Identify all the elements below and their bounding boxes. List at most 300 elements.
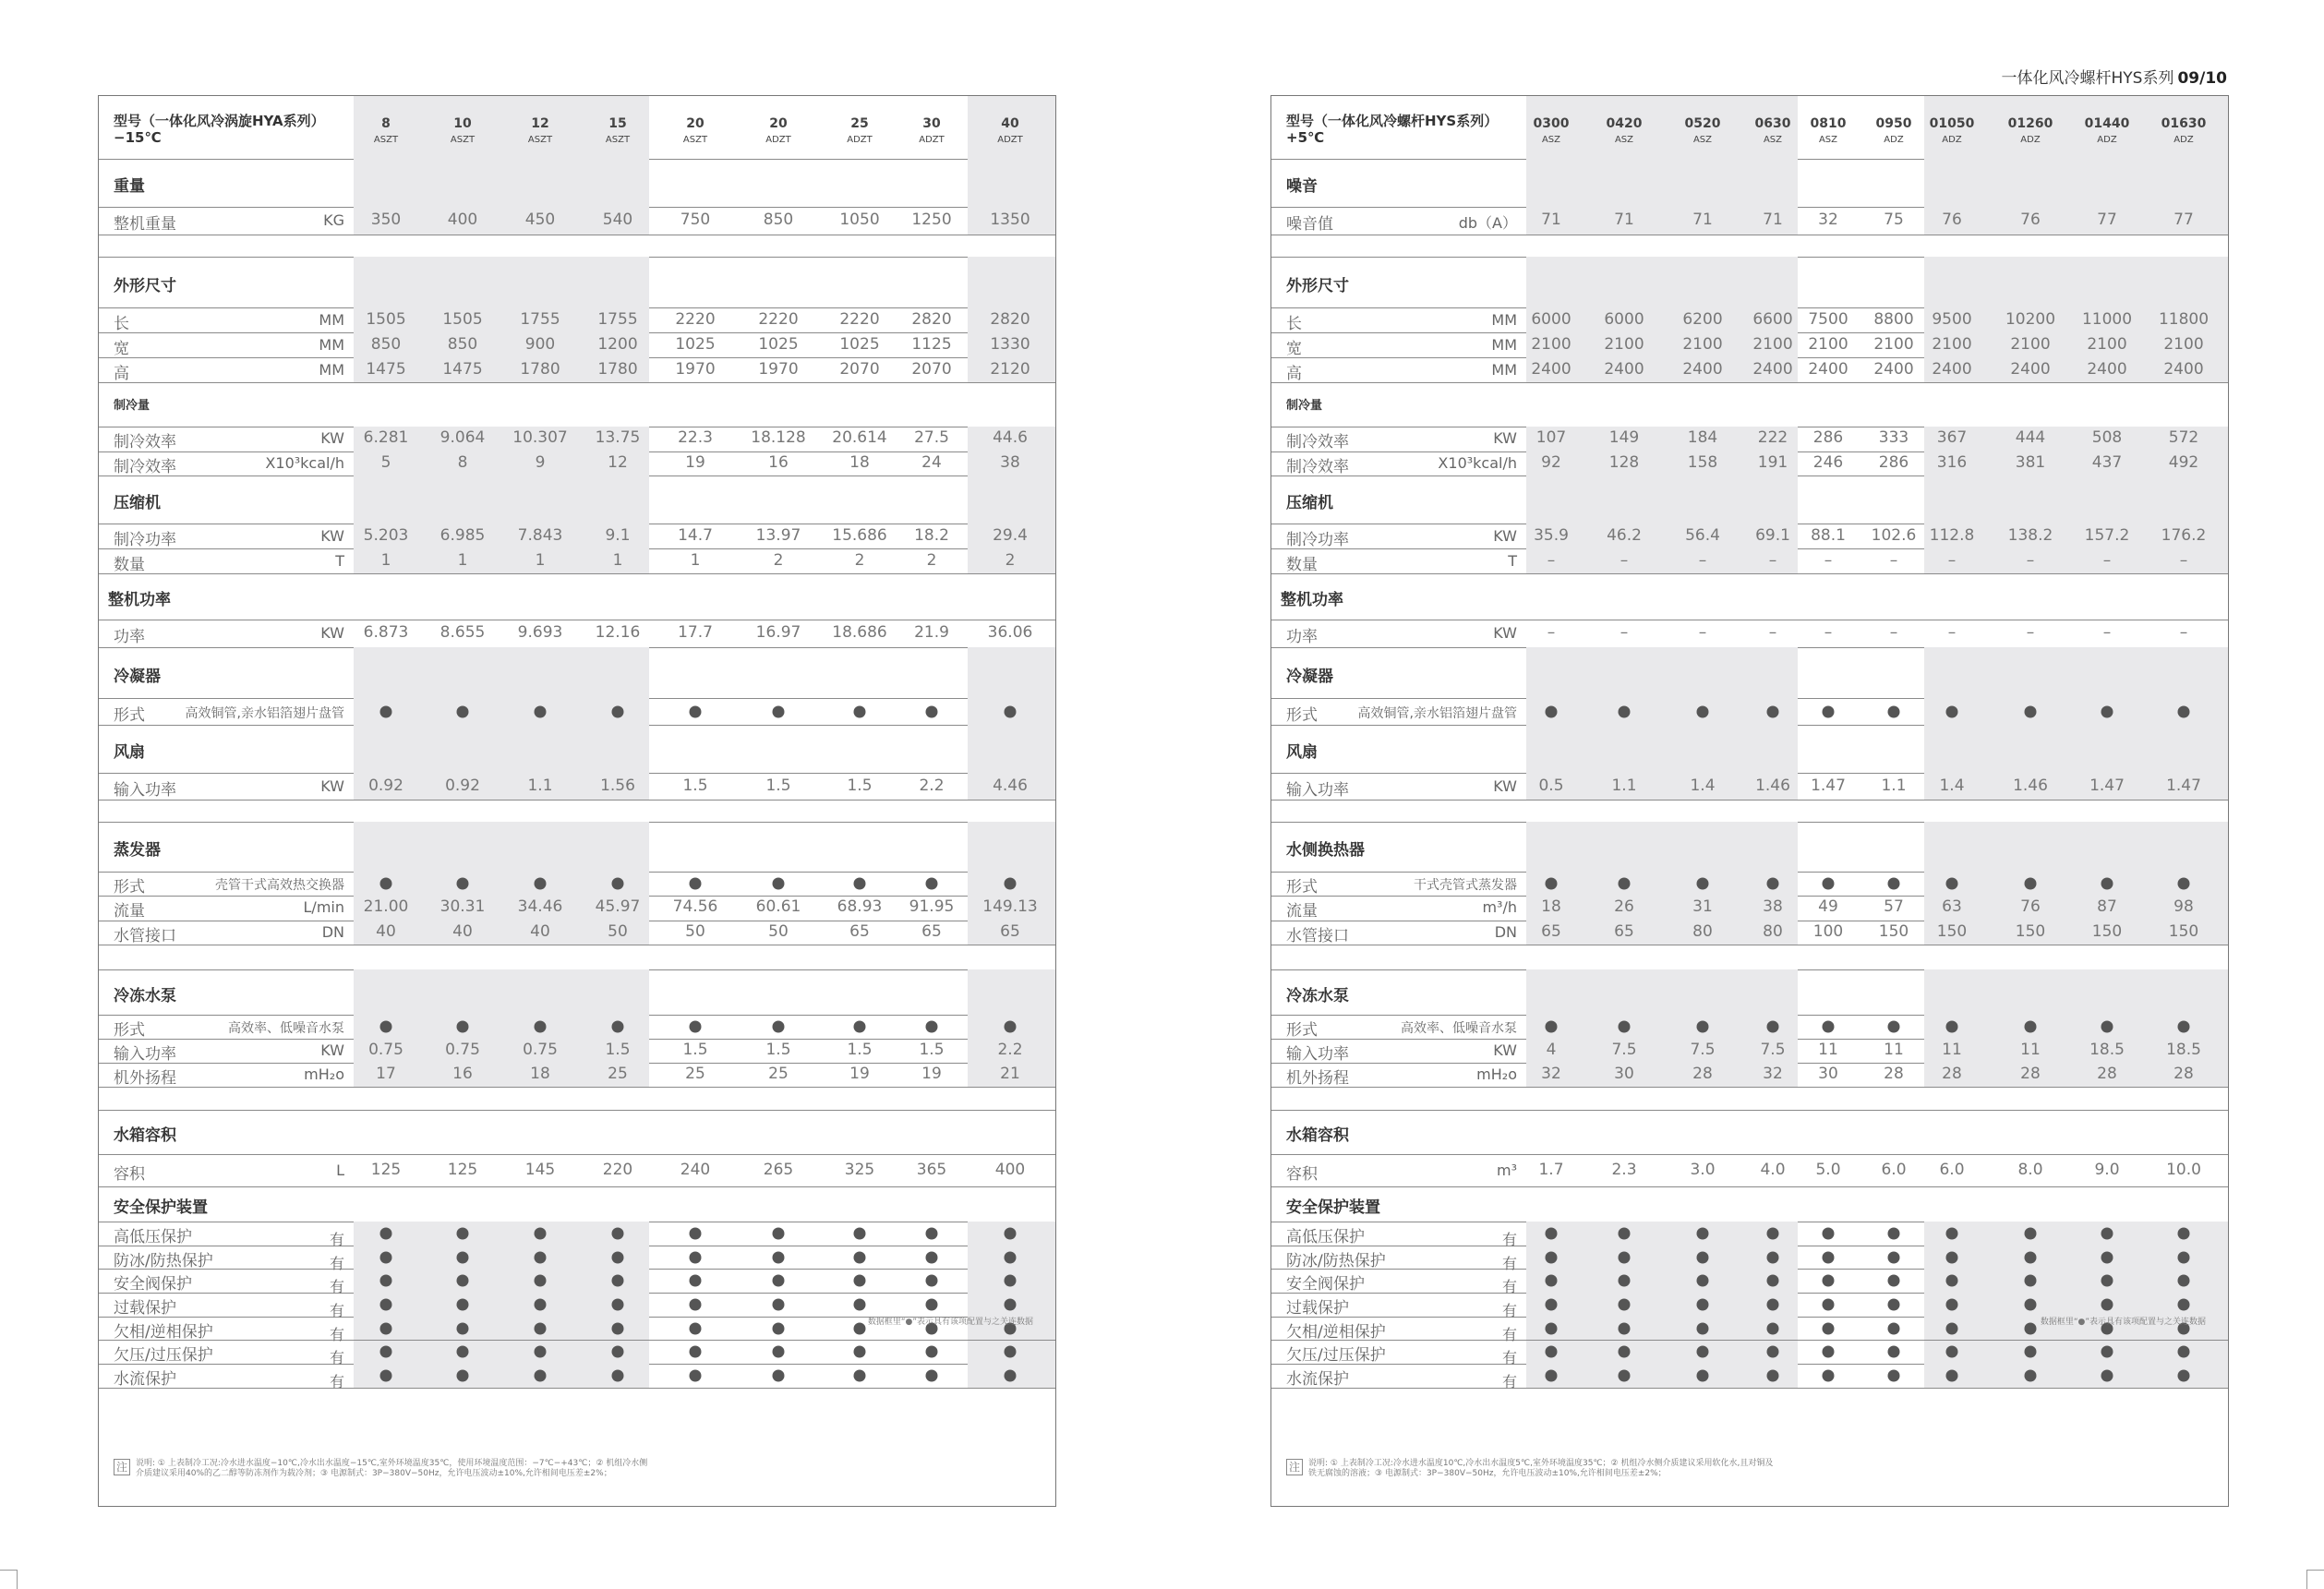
model-suffix: ASZ (1763, 135, 1783, 145)
value-cell: 2 (1005, 550, 1016, 570)
spacer-row (1271, 1087, 2228, 1111)
spec-row (99, 1222, 1055, 1246)
feature-dot-icon (380, 1298, 392, 1310)
feature-dot-icon (1888, 1298, 1900, 1310)
row-label: 形式 (1286, 878, 1318, 897)
section-title: 整机功率 (1281, 591, 1343, 609)
feature-dot-icon (535, 878, 547, 890)
spec-row (1271, 307, 2228, 333)
value-cell: 2100 (1873, 334, 1914, 354)
feature-dot-icon (1823, 1370, 1835, 1382)
section-header-cooling (1271, 383, 2228, 427)
value-cell: 26 (1614, 897, 1634, 917)
feature-dot-icon (457, 1275, 469, 1287)
feature-dot-icon (2178, 1021, 2190, 1033)
value-cell: 7500 (1808, 309, 1848, 329)
model-number: 0420 (1606, 116, 1643, 131)
spec-row (1271, 1269, 2228, 1294)
column-shade (1924, 725, 2228, 773)
feature-dot-icon (1005, 705, 1017, 717)
feature-dot-icon (1888, 1346, 1900, 1358)
feature-dot-icon (457, 1322, 469, 1334)
row-unit: MM (1491, 335, 1517, 354)
model-number: 20 (686, 116, 704, 131)
column-shade (1924, 647, 2228, 698)
value-cell: 191 (1757, 452, 1788, 472)
feature-dot-icon (457, 1251, 469, 1263)
column-shade (1526, 1015, 1798, 1039)
value-cell: 11 (1818, 1041, 1838, 1059)
feature-dot-icon (535, 705, 547, 717)
row-unit: 有 (329, 1325, 344, 1343)
value-cell: 1.5 (765, 776, 791, 795)
section-header-condenser (1271, 647, 2228, 699)
value-cell: 286 (1812, 428, 1844, 448)
feature-dot-icon (2178, 1298, 2190, 1310)
value-cell: 38 (1000, 452, 1020, 472)
spec-row (1271, 427, 2228, 452)
model-column-header (528, 116, 552, 145)
column-shade (1526, 1269, 1798, 1293)
column-shade (968, 725, 1055, 773)
row-unit: T (1508, 551, 1517, 570)
feature-dot-icon (380, 1322, 392, 1334)
model-column-header (1607, 116, 1643, 145)
feature-dot-icon (926, 1275, 938, 1287)
feature-dot-icon (380, 1251, 392, 1263)
value-cell: 28 (1884, 1065, 1904, 1083)
feature-dot-icon (1767, 1021, 1779, 1033)
value-cell: 1 (380, 550, 391, 570)
feature-dot-icon (690, 1370, 702, 1382)
row-label: 高 (114, 364, 129, 383)
value-cell: 1.5 (919, 1041, 945, 1059)
row-label: 过载保护 (114, 1298, 176, 1318)
row-label: 水管接口 (1286, 926, 1349, 945)
value-cell: – (1620, 623, 1629, 642)
row-unit: KW (1493, 1041, 1517, 1059)
value-cell: 63 (1942, 897, 1962, 917)
value-cell: 100 (1812, 921, 1844, 941)
column-shade (1526, 725, 1798, 773)
value-cell: 18.5 (2089, 1041, 2125, 1059)
value-cell: 11 (1884, 1041, 1904, 1059)
feature-dot-icon (1823, 1021, 1835, 1033)
section-header-fan (1271, 725, 2228, 774)
value-cell: 2 (926, 550, 937, 570)
value-cell: 30 (1818, 1065, 1838, 1083)
column-shade (968, 159, 1055, 207)
feature-dot-icon (773, 1251, 785, 1263)
model-suffix: ADZ (2097, 135, 2117, 145)
feature-dot-icon (1697, 1322, 1709, 1334)
spec-row (99, 1341, 1055, 1366)
value-cell: 2100 (2010, 334, 2051, 354)
row-label: 长 (114, 314, 129, 333)
value-cell: 265 (763, 1160, 794, 1179)
value-cell: – (2102, 550, 2112, 570)
row-label: 安全阀保护 (1286, 1275, 1365, 1294)
row-label: 容积 (114, 1164, 145, 1184)
spec-row (1271, 872, 2228, 897)
row-unit: 有 (1501, 1349, 1517, 1367)
feature-dot-icon (1546, 1021, 1558, 1033)
column-shade (354, 159, 649, 207)
feature-dot-icon (1946, 1227, 1958, 1239)
section-header-safety (99, 1186, 1055, 1222)
model-suffix: ASZT (605, 135, 631, 145)
column-shade (354, 1269, 649, 1293)
model-series-name: 型号（一体化风冷涡旋HYA系列） (114, 113, 325, 129)
value-cell: – (2026, 550, 2035, 570)
value-cell: 9.0 (2094, 1160, 2120, 1179)
row-description: 高效铜管,亲水铝箔翅片盘管 (1357, 705, 1517, 721)
section-title: 风扇 (114, 743, 145, 762)
section-title: 冷冻水泵 (114, 986, 176, 1005)
row-label: 长 (1286, 314, 1302, 333)
spec-row (1271, 1246, 2228, 1270)
model-number: 01630 (2161, 116, 2207, 131)
column-shade (968, 822, 1055, 872)
row-unit: 有 (1501, 1230, 1517, 1248)
column-shade (354, 872, 649, 896)
column-shade (1526, 1222, 1798, 1246)
column-shade (354, 921, 649, 945)
model-number: 0950 (1875, 116, 1912, 131)
feature-dot-icon (690, 1346, 702, 1358)
value-cell: 2220 (675, 309, 716, 329)
row-unit: db（A） (1458, 214, 1517, 232)
row-label: 制冷效率 (114, 433, 176, 452)
spec-row (99, 1269, 1055, 1294)
feature-dot-icon (1946, 1021, 1958, 1033)
value-cell: 2100 (2087, 334, 2127, 354)
value-cell: 1.47 (2166, 776, 2201, 795)
model-column-header (1876, 116, 1912, 145)
column-shade (1526, 475, 1798, 524)
row-description: 高效铜管,亲水铝箔翅片盘管 (185, 705, 344, 721)
value-cell: 2400 (1873, 359, 1914, 379)
value-cell: 4.0 (1760, 1160, 1786, 1179)
model-column-header (1685, 116, 1721, 145)
value-cell: 22.3 (678, 428, 713, 448)
feature-dot-icon (2101, 705, 2113, 717)
row-label: 欠压/过压保护 (114, 1346, 213, 1366)
spec-row (99, 427, 1055, 452)
value-cell: 102.6 (1871, 525, 1917, 545)
feature-dot-icon (612, 1346, 624, 1358)
spec-row (1271, 1039, 2228, 1064)
row-label: 宽 (114, 339, 129, 358)
feature-dot-icon (1697, 1227, 1709, 1239)
feature-dot-icon (1946, 1251, 1958, 1263)
value-cell: 1.5 (605, 1041, 631, 1059)
spec-row (1271, 524, 2228, 549)
section-header-total-power (1271, 573, 2228, 620)
feature-dot-icon (612, 1322, 624, 1334)
model-series-temperature: +5℃ (1286, 129, 1325, 146)
feature-dot-icon (1946, 1322, 1958, 1334)
section-header-dimensions (1271, 257, 2228, 308)
feature-dot-icon (457, 1227, 469, 1239)
feature-dot-icon (2101, 1370, 2113, 1382)
section-header-pump (99, 969, 1055, 1016)
value-cell: 2820 (911, 309, 952, 329)
value-cell: 2400 (2010, 359, 2051, 379)
row-label: 水流保护 (114, 1370, 176, 1390)
value-cell: 68.93 (837, 897, 883, 917)
row-label: 功率 (114, 628, 145, 646)
value-cell: 7.5 (1690, 1041, 1716, 1059)
column-shade (1526, 1039, 1798, 1063)
row-unit: L (336, 1161, 344, 1179)
value-cell: 2.2 (919, 776, 945, 795)
value-cell: 381 (2015, 452, 2046, 472)
feature-dot-icon (535, 1346, 547, 1358)
value-cell: 2400 (1932, 359, 1972, 379)
row-unit: 有 (329, 1349, 344, 1367)
spec-row (99, 773, 1055, 801)
model-column-header (765, 116, 791, 145)
value-cell: 18.5 (2166, 1041, 2201, 1059)
feature-dot-icon (380, 1370, 392, 1382)
value-cell: 2100 (1531, 334, 1571, 354)
value-cell: 5.0 (1815, 1160, 1841, 1179)
row-label: 数量 (114, 555, 145, 574)
row-label: 机外扬程 (114, 1069, 176, 1088)
model-suffix: ASZT (682, 135, 708, 145)
spec-row (99, 332, 1055, 358)
value-cell: 76 (2020, 897, 2041, 917)
value-cell: 2400 (1752, 359, 1793, 379)
value-cell: 316 (1936, 452, 1968, 472)
feature-dot-icon (1005, 1298, 1017, 1310)
spec-row (99, 207, 1055, 235)
row-label: 高 (1286, 364, 1302, 383)
model-column-header (606, 116, 630, 145)
column-shade (1526, 647, 1798, 698)
section-header-cooling (99, 383, 1055, 427)
value-cell: 1350 (990, 211, 1030, 229)
model-column-header (1930, 116, 1975, 145)
feature-dot-icon (926, 1227, 938, 1239)
model-suffix: ASZT (527, 135, 553, 145)
footnote-line: 铁无腐蚀的溶液；③ 电源制式：3P−380V−50Hz，允许电压波动±10%,允许相间电压差±2%； (1308, 1469, 1667, 1478)
feature-dot-icon (690, 1298, 702, 1310)
section-title: 整机功率 (108, 591, 171, 609)
model-number: 0300 (1533, 116, 1570, 131)
spec-row (99, 548, 1055, 574)
page-header-title: 一体化风冷螺杆HYS系列 (2001, 69, 2174, 88)
feature-dot-icon (2101, 1275, 2113, 1287)
feature-dot-icon (773, 1275, 785, 1287)
value-cell: 11 (2020, 1041, 2041, 1059)
value-cell: 6.985 (440, 525, 486, 545)
value-cell: – (1768, 623, 1777, 642)
value-cell: 98 (2173, 897, 2194, 917)
model-number: 12 (531, 116, 549, 131)
value-cell: 107 (1535, 428, 1567, 448)
feature-dot-icon (690, 1322, 702, 1334)
value-cell: 184 (1687, 428, 1718, 448)
feature-dot-icon (2178, 1275, 2190, 1287)
section-title: 压缩机 (1286, 494, 1333, 512)
model-suffix: ADZ (2173, 135, 2194, 145)
value-cell: 2100 (2163, 334, 2204, 354)
value-cell: 150 (1878, 921, 1909, 941)
value-cell: 1505 (442, 309, 483, 329)
value-cell: – (1547, 623, 1556, 642)
value-cell: 6000 (1531, 309, 1571, 329)
value-cell: 246 (1812, 452, 1844, 472)
value-cell: 8800 (1873, 309, 1914, 329)
value-cell: 32 (1763, 1065, 1783, 1083)
model-series-title (1286, 113, 1498, 146)
feature-dot-icon (457, 878, 469, 890)
row-label: 制冷效率 (1286, 433, 1349, 452)
value-cell: – (1768, 550, 1777, 570)
value-cell: 149.13 (982, 897, 1038, 917)
row-label: 形式 (1286, 705, 1318, 725)
feature-dot-icon (612, 1298, 624, 1310)
section-header-pump (1271, 969, 2228, 1016)
section-title: 冷冻水泵 (1286, 986, 1349, 1005)
value-cell: 150 (2091, 921, 2123, 941)
feature-dot-icon (690, 1021, 702, 1033)
value-cell: 71 (1541, 211, 1561, 229)
feature-dot-icon (535, 1298, 547, 1310)
value-cell: 77 (2097, 211, 2117, 229)
legend-note: 数据框里“●”表示具有该项配置与之关连数据 (2040, 1318, 2206, 1327)
value-cell: 1970 (675, 359, 716, 379)
section-header-tank (1271, 1110, 2228, 1155)
feature-dot-icon (1946, 1370, 1958, 1382)
feature-dot-icon (2025, 1227, 2037, 1239)
value-cell: – (1824, 623, 1833, 642)
feature-dot-icon (1823, 1251, 1835, 1263)
value-cell: 2100 (1932, 334, 1972, 354)
model-number: 0520 (1684, 116, 1721, 131)
row-unit: X10³kcal/h (265, 453, 344, 472)
row-unit: KW (1493, 429, 1517, 448)
column-shade (354, 475, 649, 524)
column-shade (354, 1246, 649, 1270)
value-cell: 6.0 (1881, 1160, 1907, 1179)
section-header-evaporator (1271, 822, 2228, 873)
value-cell: 18 (530, 1065, 550, 1083)
crop-mark (0, 1570, 18, 1589)
column-shade (1526, 1317, 1798, 1341)
value-cell: 150 (2168, 921, 2199, 941)
feature-dot-icon (926, 1251, 938, 1263)
value-cell: 29.4 (993, 525, 1028, 545)
value-cell: 400 (994, 1160, 1026, 1179)
value-cell: 8 (457, 452, 468, 472)
value-cell: 56.4 (1685, 525, 1720, 545)
value-cell: 15.686 (832, 525, 887, 545)
value-cell: 20.614 (832, 428, 887, 448)
model-column-header (374, 116, 398, 145)
feature-dot-icon (2025, 1251, 2037, 1263)
value-cell: 28 (2020, 1065, 2041, 1083)
feature-dot-icon (1005, 1370, 1017, 1382)
spec-row (99, 1039, 1055, 1064)
value-cell: 1755 (597, 309, 638, 329)
row-unit: DN (1494, 922, 1517, 941)
feature-dot-icon (2178, 1370, 2190, 1382)
value-cell: 149 (1608, 428, 1640, 448)
model-suffix: ADZT (847, 135, 873, 145)
value-cell: 91.95 (909, 897, 955, 917)
feature-dot-icon (457, 1346, 469, 1358)
value-cell: 28 (2097, 1065, 2117, 1083)
value-cell: 6600 (1752, 309, 1793, 329)
feature-dot-icon (690, 705, 702, 717)
feature-dot-icon (1823, 705, 1835, 717)
feature-dot-icon (1767, 1370, 1779, 1382)
value-cell: 367 (1936, 428, 1968, 448)
column-shade (354, 725, 649, 773)
value-cell: 25 (685, 1065, 705, 1083)
row-label: 输入功率 (1286, 780, 1349, 800)
feature-dot-icon (612, 878, 624, 890)
value-cell: 80 (1692, 921, 1713, 941)
value-cell: 24 (921, 452, 942, 472)
row-unit: L/min (303, 898, 344, 917)
feature-dot-icon (854, 1021, 866, 1033)
spacer-row (1271, 945, 2228, 970)
value-cell: 138.2 (2007, 525, 2053, 545)
feature-dot-icon (1005, 1346, 1017, 1358)
row-unit: MM (319, 335, 344, 354)
feature-dot-icon (926, 705, 938, 717)
row-unit: KW (320, 776, 344, 795)
model-suffix: ADZ (1884, 135, 1904, 145)
row-label: 机外扬程 (1286, 1069, 1349, 1088)
feature-dot-icon (457, 705, 469, 717)
model-number: 8 (381, 116, 391, 131)
column-shade (354, 698, 649, 725)
value-cell: 10.0 (2166, 1160, 2201, 1179)
value-cell: 65 (1614, 921, 1634, 941)
feature-dot-icon (1619, 1322, 1631, 1334)
feature-dot-icon (1767, 1275, 1779, 1287)
model-suffix: ASZ (1818, 135, 1838, 145)
feature-dot-icon (2101, 1298, 2113, 1310)
feature-dot-icon (1823, 1346, 1835, 1358)
value-cell: 45.97 (595, 897, 641, 917)
value-cell: 6000 (1604, 309, 1644, 329)
value-cell: – (1547, 550, 1556, 570)
footnote (1286, 1459, 1773, 1479)
value-cell: 508 (2091, 428, 2123, 448)
value-cell: 0.5 (1538, 776, 1564, 795)
column-shade (354, 1063, 649, 1087)
model-column-header (2161, 116, 2207, 145)
value-cell: 11000 (2081, 309, 2133, 329)
value-cell: 540 (602, 211, 633, 229)
value-cell: 49 (1818, 897, 1838, 917)
model-column-header (451, 116, 475, 145)
feature-dot-icon (1888, 705, 1900, 717)
model-number: 01440 (2084, 116, 2130, 131)
row-unit: KW (1493, 526, 1517, 545)
value-cell: 65 (1000, 921, 1020, 941)
feature-dot-icon (1697, 1346, 1709, 1358)
value-cell: 1.5 (847, 776, 873, 795)
feature-dot-icon (690, 1275, 702, 1287)
value-cell: 8.0 (2017, 1160, 2043, 1179)
